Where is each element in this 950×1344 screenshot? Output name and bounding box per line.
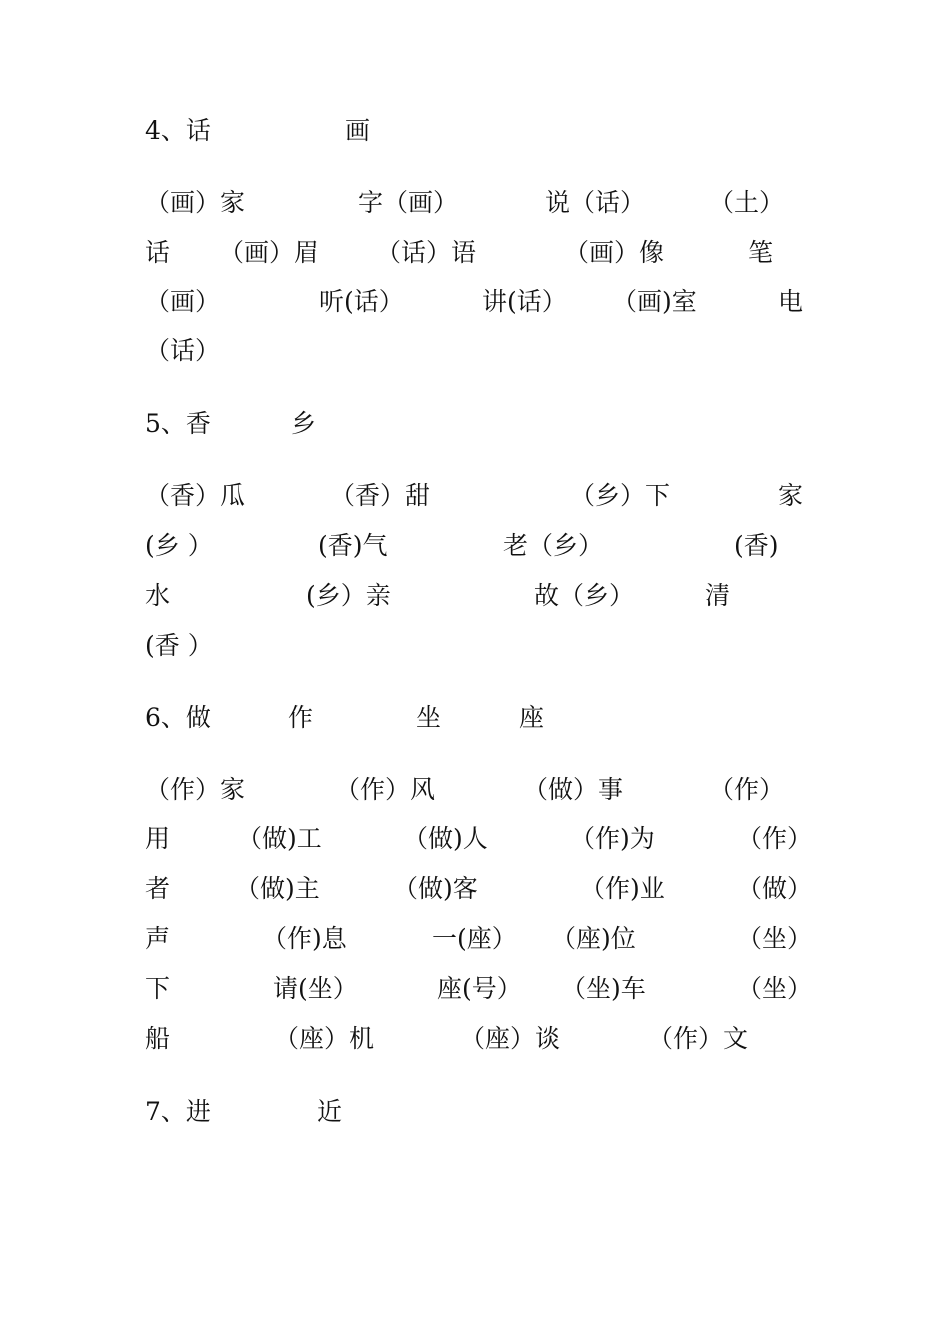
word-item: （画)室 bbox=[612, 287, 697, 316]
word-item: （做）事 bbox=[523, 775, 624, 804]
word-item: 下 bbox=[145, 974, 171, 1003]
word-item: （坐)车 bbox=[561, 974, 646, 1003]
section-6-heading bbox=[145, 698, 815, 738]
word-item: 字（画） bbox=[358, 188, 459, 217]
word-item: （作） bbox=[737, 824, 813, 853]
word-item: 家 bbox=[778, 481, 804, 510]
word-item: 话 bbox=[145, 238, 171, 267]
word-item: （作）家 bbox=[145, 775, 246, 804]
section-7-heading bbox=[145, 1092, 815, 1132]
heading-item: 座 bbox=[519, 703, 545, 732]
word-item: （坐） bbox=[737, 974, 813, 1003]
word-item: 用 bbox=[145, 824, 171, 853]
word-item: 笔 bbox=[748, 238, 774, 267]
section-4-heading bbox=[145, 111, 815, 151]
word-item: （座）谈 bbox=[460, 1024, 561, 1053]
word-item: （做)人 bbox=[403, 824, 488, 853]
word-item: 老（乡） bbox=[503, 531, 604, 560]
word-item: （作)为 bbox=[570, 824, 655, 853]
section-4-row bbox=[145, 282, 815, 322]
word-item: （画） bbox=[145, 287, 221, 316]
word-item: （话）语 bbox=[376, 238, 477, 267]
section-5-row bbox=[145, 476, 815, 516]
section-5-heading bbox=[145, 404, 815, 444]
section-4-row bbox=[145, 183, 815, 223]
word-item: (香 ） bbox=[145, 631, 213, 660]
word-item: （画）像 bbox=[564, 238, 665, 267]
heading-item: 5、香 bbox=[145, 409, 211, 438]
word-item: （坐） bbox=[737, 924, 813, 953]
word-item: 水 bbox=[145, 581, 171, 610]
word-item: （作)息 bbox=[262, 924, 347, 953]
section-6-row bbox=[145, 770, 815, 810]
section-6-row bbox=[145, 919, 815, 959]
word-item: 者 bbox=[145, 874, 171, 903]
section-4-row bbox=[145, 233, 815, 273]
heading-item: 乡 bbox=[291, 409, 317, 438]
word-item: (乡 ） bbox=[145, 531, 213, 560]
word-item: 说（话） bbox=[545, 188, 646, 217]
heading-item: 作 bbox=[288, 703, 314, 732]
word-item: 讲(话） bbox=[482, 287, 567, 316]
heading-item: 4、话 bbox=[145, 116, 211, 145]
section-6-row bbox=[145, 1019, 815, 1059]
heading-item: 画 bbox=[345, 116, 371, 145]
word-item: 电 bbox=[778, 287, 804, 316]
word-item: (乡）亲 bbox=[306, 581, 391, 610]
word-item: (香)气 bbox=[318, 531, 388, 560]
word-item: 座(号） bbox=[437, 974, 522, 1003]
section-6-row bbox=[145, 969, 815, 1009]
word-item: （座)位 bbox=[551, 924, 636, 953]
word-item: （做)工 bbox=[237, 824, 322, 853]
word-item: （作)业 bbox=[580, 874, 665, 903]
word-item: 一(座） bbox=[432, 924, 517, 953]
section-5-row bbox=[145, 626, 815, 666]
word-item: （做)主 bbox=[235, 874, 320, 903]
word-item: 声 bbox=[145, 924, 171, 953]
word-item: （土） bbox=[709, 188, 785, 217]
section-6-row bbox=[145, 869, 815, 909]
word-item: 船 bbox=[145, 1024, 171, 1053]
section-4-row bbox=[145, 331, 815, 371]
word-item: 故（乡） bbox=[534, 581, 635, 610]
heading-item: 6、做 bbox=[145, 703, 211, 732]
heading-item: 7、进 bbox=[145, 1097, 211, 1126]
word-item: （作）风 bbox=[335, 775, 436, 804]
word-item: （香）甜 bbox=[330, 481, 431, 510]
word-item: （座）机 bbox=[274, 1024, 375, 1053]
word-item: 请(坐） bbox=[273, 974, 358, 1003]
word-item: 清 bbox=[705, 581, 731, 610]
word-item: （作）文 bbox=[648, 1024, 749, 1053]
word-item: （香）瓜 bbox=[145, 481, 246, 510]
section-5-row bbox=[145, 576, 815, 616]
word-item: （画）眉 bbox=[219, 238, 320, 267]
word-item: （画）家 bbox=[145, 188, 246, 217]
section-5-row bbox=[145, 526, 815, 566]
word-item: （做） bbox=[737, 874, 813, 903]
word-item: （话） bbox=[145, 336, 221, 365]
word-item: （做)客 bbox=[393, 874, 478, 903]
word-item: （乡）下 bbox=[570, 481, 671, 510]
heading-item: 近 bbox=[317, 1097, 343, 1126]
word-item: (香) bbox=[734, 531, 779, 560]
heading-item: 坐 bbox=[416, 703, 442, 732]
section-6-row bbox=[145, 819, 815, 859]
word-item: 听(话） bbox=[319, 287, 404, 316]
word-item: （作） bbox=[709, 775, 785, 804]
